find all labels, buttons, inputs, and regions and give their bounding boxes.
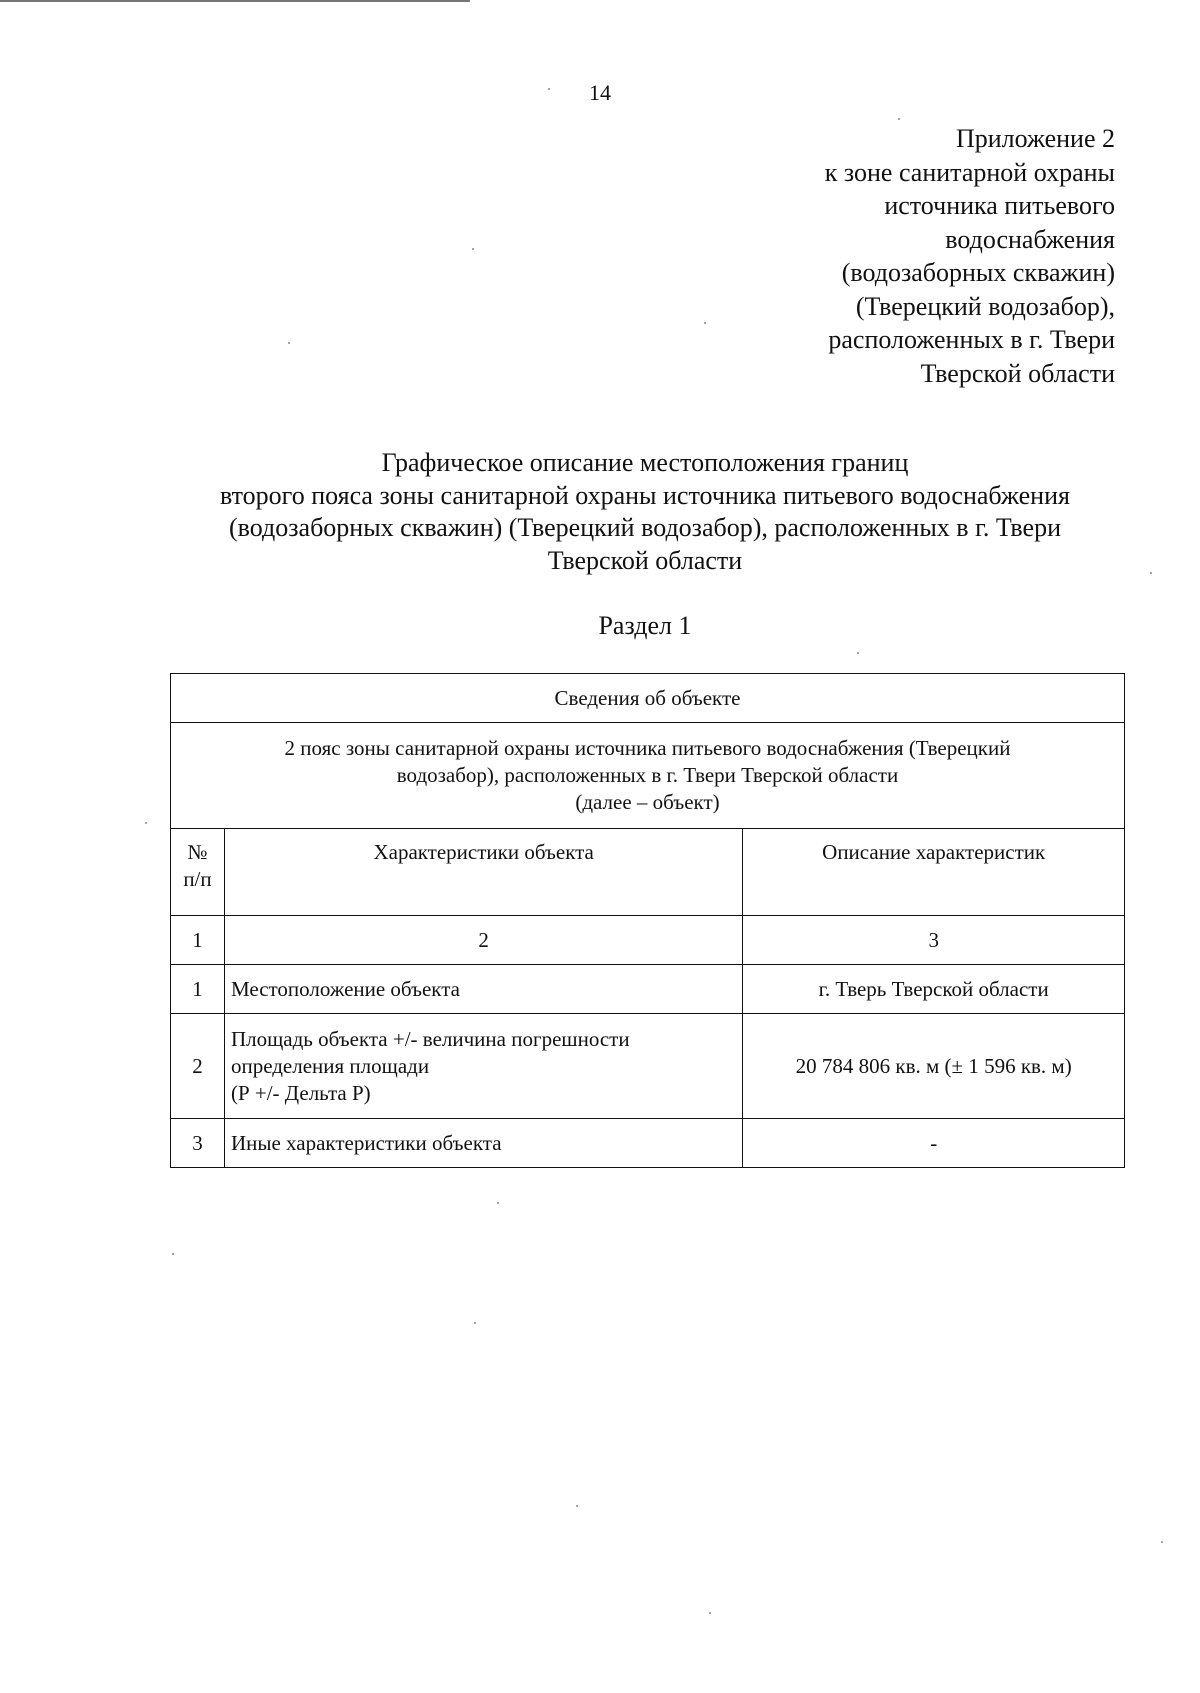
row-characteristic-line: (Р +/- Дельта Р) — [230, 1080, 371, 1105]
section-heading: Раздел 1 — [598, 611, 692, 640]
object-description-cell — [171, 723, 1125, 829]
document-title — [130, 447, 1160, 577]
title-line: второго пояса зоны санитарной охраны источника питьевого водоснабжения — [220, 480, 1070, 510]
table-header-row — [171, 674, 1125, 723]
row-value-cell: 20 784 806 кв. м (± 1 596 кв. м) — [743, 1014, 1125, 1119]
scan-speck — [474, 1322, 476, 1324]
table-row — [171, 965, 1125, 1014]
scan-speck — [172, 1253, 174, 1255]
row-characteristic-line: определения площади — [230, 1053, 430, 1078]
table-row — [171, 1014, 1125, 1119]
scan-speck — [1161, 1541, 1163, 1543]
appendix-line: расположенных в г. Твери — [828, 325, 1115, 354]
column-header-characteristics: Характеристики объекта — [224, 829, 742, 916]
title-line: Тверской области — [547, 545, 743, 575]
row-number-cell: 1 — [171, 965, 225, 1014]
appendix-line: Приложение 2 — [955, 124, 1115, 153]
column-headers-row — [171, 829, 1125, 916]
row-value-cell: - — [743, 1119, 1125, 1168]
column-number-cell: 1 — [171, 916, 225, 965]
scan-speck — [857, 652, 859, 654]
row-characteristic-cell: Местоположение объекта — [224, 965, 742, 1014]
column-header-num — [171, 829, 225, 916]
row-characteristic-line: Площадь объекта +/- величина погрешности — [230, 1026, 630, 1051]
appendix-line: водоснабжения — [945, 224, 1115, 254]
column-header-description: Описание характеристик — [743, 829, 1125, 916]
column-header-num-line: п/п — [183, 867, 212, 891]
scan-speck — [704, 322, 706, 324]
appendix-line: Тверской области — [920, 358, 1115, 388]
column-header-num-line: № — [187, 840, 208, 864]
scan-speck — [288, 342, 290, 344]
appendix-line: (Тверецкий водозабор), — [855, 291, 1115, 321]
object-description-line: 2 пояс зоны санитарной охраны источника питьевого водоснабжения (Тверецкий — [284, 736, 1011, 760]
title-line: (водозаборных скважин) (Тверецкий водозабор), расположенных в г. Твери — [229, 513, 1061, 542]
table-row — [171, 1119, 1125, 1168]
appendix-line: к зоне санитарной охраны — [824, 157, 1115, 187]
object-info-table — [170, 673, 1125, 1168]
page-number: 14 — [589, 80, 611, 105]
scan-speck — [497, 1202, 499, 1204]
appendix-block — [825, 122, 1115, 390]
column-numbers-row — [171, 916, 1125, 965]
scan-edge-line — [0, 0, 470, 2]
table-header-cell: Сведения об объекте — [171, 674, 1125, 723]
column-number-cell: 3 — [743, 916, 1125, 965]
title-line: Графическое описание местоположения границ — [381, 448, 909, 477]
object-description-line: водозабор), расположенных в г. Твери Тверской области — [396, 763, 899, 787]
row-characteristic-cell — [224, 1014, 742, 1119]
scan-speck — [472, 248, 474, 250]
row-value-cell: г. Тверь Тверской области — [743, 965, 1125, 1014]
scan-speck — [898, 118, 900, 120]
scan-speck — [145, 822, 147, 824]
object-description-row — [171, 723, 1125, 829]
appendix-line: (водозаборных скважин) — [841, 258, 1115, 287]
scan-speck — [709, 1612, 711, 1614]
row-characteristic-cell: Иные характеристики объекта — [224, 1119, 742, 1168]
column-number-cell: 2 — [224, 916, 742, 965]
appendix-line: источника питьевого — [884, 191, 1115, 220]
scan-speck — [576, 1505, 578, 1507]
row-number-cell: 3 — [171, 1119, 225, 1168]
row-number-cell: 2 — [171, 1014, 225, 1119]
object-description-line: (далее – объект) — [575, 790, 720, 814]
